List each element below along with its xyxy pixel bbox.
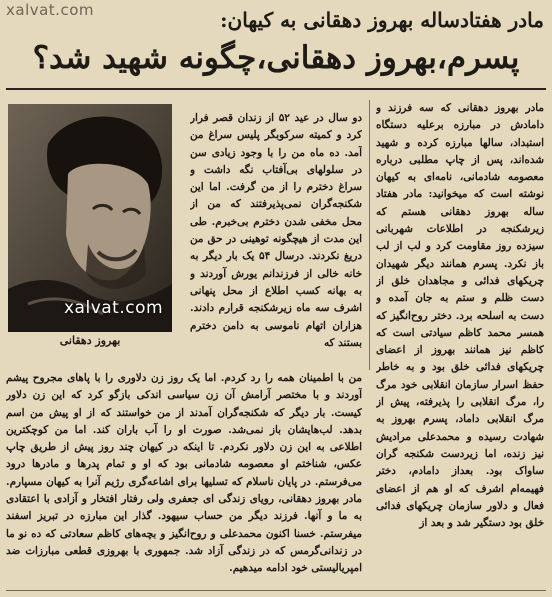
article-column-right (376, 100, 544, 588)
article-column-middle (190, 110, 362, 370)
bottom-rule (6, 590, 546, 591)
article-column-bottom (6, 370, 362, 588)
article-kicker: مادر هفتادساله بهروز دهقانی به کیهان: (220, 8, 544, 32)
watermark-top: xalvat.com (6, 1, 94, 19)
column-separator (369, 100, 370, 370)
photo-caption: بهروز دهقانی (59, 334, 121, 347)
article-column-middle-text: دو سال در عید ۵۲ از زندان قصر فرار کرد و کمیته سرکوبگر پلیس سراغ من آمد. ده ماه من را با وجود زیادی سن در سلولهای بی‌آفتاب نگه داشت و سراغ دخترم را از من گرفت. اما این شکنجه‌گران نمی‌پذیرفتند که من از محل مخفی شدن دخترم بی‌خبرم. طی این مدت از هیچگونه توهینی در حق من دریغ نکردند. درسال ۵۴ یک بار دیگر به خانه خالی از فرزندانم یورش آوردند و به بهانه کسب اطلاع از محل پنهانی اشرف سه ماه زیرشکنجه قرارم دادند. هزاران اتهام ناموسی به دامن دخترم بستند که (190, 112, 362, 349)
article-column-right-text: مادر بهروز دهقانی که سه فرزند و دامادش در مبارزه برعلیه دستگاه استبداد، سالها مبارزه کرده و شهید شده‌اند، پس از چاپ مطلبی درباره معصومه شادمانی، نامه‌ای به کیهان نوشته است که میخوانید: مادر هفتاد ساله بهروز دهقانی هستم که زیرشکنجه در اطلاعات شهربانی سیزده روز مقاومت کرد و لب از لب باز نکرد. پسرم همانند دیگر شهیدان چریکهای فدائی و مجاهدان خلق از دست ظلم و ستم به جان آمده و دست به اسلحه برد. دختر روح‌انگیز که همسر محمد کاظم سیادتی است که کاظم نیز همانند بهروز از اعضای چریکهای فدائی خلق بود و به خاطر حفظ اسرار سازمان انقلابی خود مرگ را، مرگ انقلابی را پذیرفته، پیش از مرگ انقلابی داماد، پسرم بهروز به شهادت رسیده و محمدعلی مرادیش نیز زنده، اما زیردست شکنجه گران ساواک بود. بعداز دامادم، دختر فهیمه‌ام اشرف که او هم از اعضای فعال و دلاور سازمان چریکهای فدائی خلق بود دستگیر شد و بعد از (376, 102, 544, 530)
article-headline: پسرم،بهروز دهقانی،چگونه شهید شد؟ (32, 40, 520, 76)
watermark-overlay: xalvat.com (64, 298, 164, 318)
article-column-bottom-text: من با اطمینان همه را رد کردم. اما یک روز زن دلاوری را با پاهای مجروح پیشم آوردند و با مختصر آرامش آن زن سیاسی اندکی بازگو کرد که این زن دلاور کیست. بار دیگر که شکنجه‌گران آمدند از من خواستند که از او پیش من اسم بدهد. لب‌هایشان باز نمی‌شد. صورت او را آب باران کند. اما من کوچکترین اطلاعی به این زن دلاور نکردم. تا اینکه در کیهان چند روز پیش از طریق چاپ عکس، شناختم او معصومه شادمانی بود که او و تمام پدرها و مادرها درود می‌فرستم. در پایان ناسلام که تسلیها برای اشاعه‌گری رژیم آنرا به کیهان مسپارم. مادر بهروز دهقانی، رویای زندگی ای جعفری ولی رفتار افتخار و آزادی با اعتقادی به ما و آنها. فرزند دیگر من حساب سیهود. گذار این مبارزه در تبریز اسفند میفرستم. خسنا اکنون محمدعلی و روح‌انگیز و بچه‌های کاظم سعادتی که ده نو ما در زندانی‌گرمس که در زندگی آزاد شد. جمهوری با بهروزی قطعی مبارزات ضد امپریالیستی خود ادامه میدهیم. (6, 372, 362, 575)
headline-rule (6, 88, 546, 90)
